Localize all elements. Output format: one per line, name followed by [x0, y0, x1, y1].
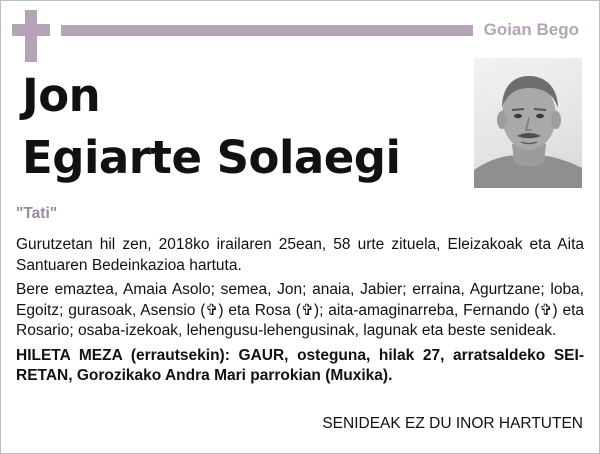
- closing-note: SENIDEAK EZ DU INOR HARTUTEN: [322, 415, 583, 432]
- last-names: Egiarte Solaegi: [22, 131, 401, 184]
- death-paragraph: Gurutzetan hil zen, 2018ko irailaren 25ean, 58 urte zituela, Eleizakoak eta Aita Santuaren Bedeinkazioa hartuta.: [16, 236, 584, 274]
- header-rule: [61, 25, 473, 36]
- header-place: Goian Bego: [483, 20, 579, 39]
- obituary-text: [16, 235, 584, 391]
- first-name: Jon: [22, 69, 101, 122]
- funeral-paragraph: HILETA MEZA (errautsekin): GAUR, osteguna, hilak 27, arratsaldeko SEIRETAN, Gorozikako Andra Mari parrokian (Muxika).: [16, 346, 584, 384]
- nickname: "Tati": [16, 205, 58, 222]
- family-paragraph: Bere emaztea, Amaia Asolo; semea, Jon; anaia, Jabier; erraina, Agurtzane; loba, Egoitz; gurasoak, Asensio (✞) eta Rosa (✞); aita-amaginarreba, Fernando (✞) eta Rosario; osaba-izekoak, lehengusu-lehengusinak, lagunak eta beste senideak.: [16, 281, 584, 339]
- portrait-photo: [474, 58, 582, 188]
